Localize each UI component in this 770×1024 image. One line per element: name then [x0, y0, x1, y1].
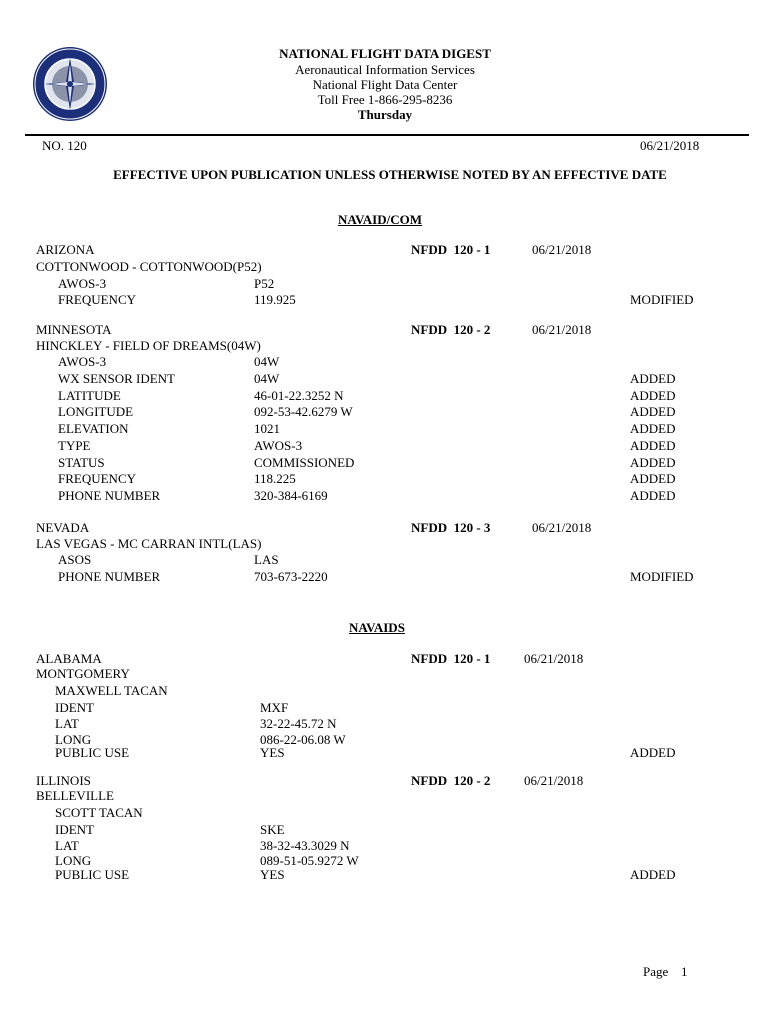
field-value: 086-22-06.08 W	[260, 732, 346, 747]
field-label: LAT	[55, 716, 79, 731]
field-label: FREQUENCY	[58, 292, 137, 307]
field-status: MODIFIED	[630, 569, 694, 584]
field-label: ELEVATION	[58, 421, 129, 436]
record-state: NEVADA	[36, 520, 90, 535]
header-day: Thursday	[357, 107, 413, 122]
issue-date: 06/21/2018	[640, 138, 700, 153]
field-status: ADDED	[630, 438, 676, 453]
record-ref: NFDD 120 - 1	[411, 242, 491, 257]
field-value: SKE	[260, 822, 285, 837]
record-ref: NFDD 120 - 3	[411, 520, 491, 535]
issue-number: NO. 120	[42, 138, 87, 153]
field-value: P52	[254, 276, 275, 291]
field-value: YES	[260, 745, 285, 760]
field-value: 04W	[254, 354, 280, 369]
effective-notice: EFFECTIVE UPON PUBLICATION UNLESS OTHERWISE NOTED BY AN EFFECTIVE DATE	[113, 167, 667, 182]
field-status: ADDED	[630, 388, 676, 403]
field-label: ASOS	[58, 552, 92, 567]
section-title-navaids: NAVAIDS	[349, 620, 405, 635]
field-value: 320-384-6169	[254, 488, 328, 503]
record-date: 06/21/2018	[532, 322, 592, 337]
field-status: ADDED	[630, 421, 676, 436]
field-value: 089-51-05.9272 W	[260, 853, 359, 868]
field-label: PUBLIC USE	[55, 867, 130, 882]
field-label: LAT	[55, 838, 79, 853]
record-facility: HINCKLEY - FIELD OF DREAMS(04W)	[36, 338, 261, 353]
field-value: 118.225	[254, 471, 296, 486]
page-label: Page	[643, 964, 669, 979]
record-facility: LAS VEGAS - MC CARRAN INTL(LAS)	[36, 536, 262, 551]
field-value: 46-01-22.3252 N	[254, 388, 344, 403]
field-value: LAS	[254, 552, 279, 567]
record-ref: NFDD 120 - 1	[411, 651, 491, 666]
record-date: 06/21/2018	[532, 520, 592, 535]
field-value: 38-32-43.3029 N	[260, 838, 350, 853]
digest-title: NATIONAL FLIGHT DATA DIGEST	[279, 46, 491, 61]
field-status: MODIFIED	[630, 292, 694, 307]
section-title-navaid-com: NAVAID/COM	[337, 212, 423, 227]
field-label: TYPE	[58, 438, 91, 453]
field-label: PHONE NUMBER	[58, 569, 161, 584]
header-rule	[25, 134, 749, 136]
record-state: ILLINOIS	[36, 773, 91, 788]
record-city: MONTGOMERY	[36, 666, 130, 681]
field-label: LONG	[55, 853, 92, 868]
record-date: 06/21/2018	[532, 242, 592, 257]
field-value: COMMISSIONED	[254, 455, 355, 470]
record-city: BELLEVILLE	[36, 788, 114, 803]
field-value: 092-53-42.6279 W	[254, 404, 353, 419]
field-label: STATUS	[58, 455, 105, 470]
field-label: LATITUDE	[58, 388, 121, 403]
record-date: 06/21/2018	[524, 651, 584, 666]
record-state: ARIZONA	[36, 242, 95, 257]
field-value: 703-673-2220	[254, 569, 328, 584]
field-label: IDENT	[55, 700, 94, 715]
page-number: 1	[681, 964, 688, 979]
field-label: LONGITUDE	[58, 404, 134, 419]
field-status: ADDED	[630, 745, 676, 760]
field-status: ADDED	[630, 455, 676, 470]
field-value: YES	[260, 867, 285, 882]
record-ref: NFDD 120 - 2	[411, 773, 491, 788]
field-label: PHONE NUMBER	[58, 488, 161, 503]
field-status: ADDED	[630, 867, 676, 882]
field-status: ADDED	[630, 404, 676, 419]
record-facility: COTTONWOOD - COTTONWOOD(P52)	[36, 259, 262, 274]
record-ref: NFDD 120 - 2	[411, 322, 491, 337]
field-label: AWOS-3	[58, 276, 107, 291]
field-status: ADDED	[630, 471, 676, 486]
field-value: MXF	[260, 700, 289, 715]
field-label: LONG	[55, 732, 92, 747]
header-line-1: Aeronautical Information Services	[295, 62, 475, 77]
header-line-2: National Flight Data Center	[312, 77, 458, 92]
field-status: ADDED	[630, 488, 676, 503]
field-label: AWOS-3	[58, 354, 107, 369]
record-date: 06/21/2018	[524, 773, 584, 788]
field-label: PUBLIC USE	[55, 745, 130, 760]
field-value: 119.925	[254, 292, 296, 307]
record-state: MINNESOTA	[36, 322, 112, 337]
field-value: 04W	[254, 371, 280, 386]
header-phone: Toll Free 1-866-295-8236	[317, 92, 453, 107]
field-label: IDENT	[55, 822, 94, 837]
field-value: AWOS-3	[254, 438, 303, 453]
field-value: 32-22-45.72 N	[260, 716, 337, 731]
field-label: FREQUENCY	[58, 471, 137, 486]
field-label: WX SENSOR IDENT	[58, 371, 175, 386]
record-facility: SCOTT TACAN	[55, 805, 143, 820]
record-facility: MAXWELL TACAN	[55, 683, 168, 698]
field-status: ADDED	[630, 371, 676, 386]
field-value: 1021	[254, 421, 280, 436]
record-state: ALABAMA	[36, 651, 102, 666]
